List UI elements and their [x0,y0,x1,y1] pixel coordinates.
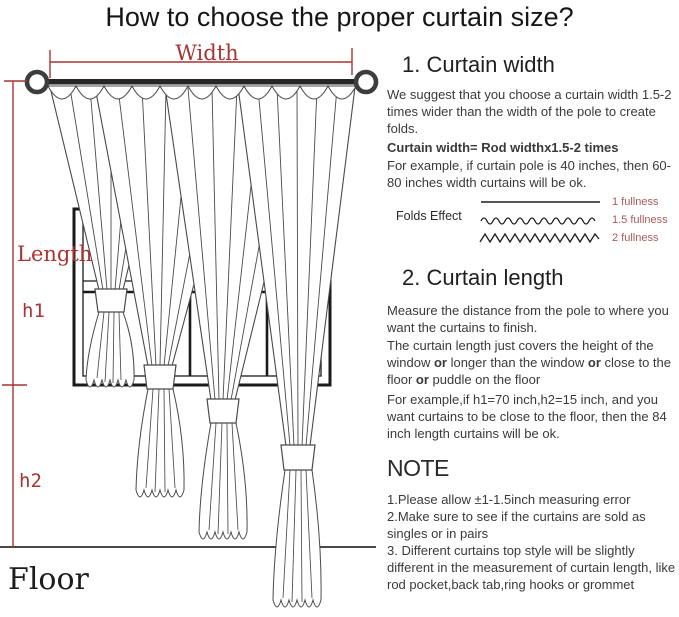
folds-effect-label: Folds Effect [396,209,462,223]
h1-label: h1 [22,300,45,322]
curtain-width-formula: Curtain width= Rod widthx1.5-2 times [387,140,619,155]
length-label: Length [17,242,93,266]
fullness-row-3 [478,229,658,247]
rod-finial-right [356,72,376,92]
fullness-row-2 [478,211,668,229]
note-list [387,491,679,593]
folds-effect-block [387,192,679,248]
note-item: 3. Different curtains top style will be slightly different in the measurement of curtain length, like rod pocket,back tab,ring hooks or grommet [387,543,676,592]
section-width-p1: We suggest that you choose a curtain width 1.5-2 times wider than the width of the pole to create folds. [387,87,672,136]
page-title: How to choose the proper curtain size? [105,2,574,32]
note-item: 1.Please allow ±1-1.5inch measuring error [387,492,631,507]
note-heading: NOTE [387,455,449,481]
note-item: 2.Make sure to see if the curtains are sold as singles or in pairs [387,509,646,541]
straight-line-icon [478,195,604,209]
section-length-p1: Measure the distance from the pole to where you want the curtains to finish. [387,303,669,335]
small-wave-line-icon [478,213,604,227]
fullness-1-label: 1 fullness [612,196,659,208]
section-length-heading: 2. Curtain length [402,265,564,290]
section-width-p2: For example, if curtain pole is 40 inches, then 60-80 inches width curtains will be ok. [387,158,671,190]
fullness-2-label: 2 fullness [612,232,659,244]
h2-label: h2 [19,470,42,492]
info-column [387,0,679,617]
section-length-p3: For example,if h1=70 inch,h2=15 inch, and you want curtains to be close to the floor, then the 84 inch length curtains will be ok. [387,392,667,441]
curtain-panels [50,87,355,446]
section-width-heading: 1. Curtain width [402,52,555,77]
zigzag-line-icon [478,231,604,245]
width-label: Width [175,41,239,65]
curtain-top-scallops [48,86,356,99]
section-length-p2: The curtain length just covers the height of the window or longer than the window or close to the floor or puddle on the floor [387,338,672,387]
rod-finial-left [27,72,47,92]
fullness-1-5-label: 1.5 fullness [612,214,668,226]
floor-label: Floor [8,562,89,597]
fullness-row-1 [478,193,658,211]
